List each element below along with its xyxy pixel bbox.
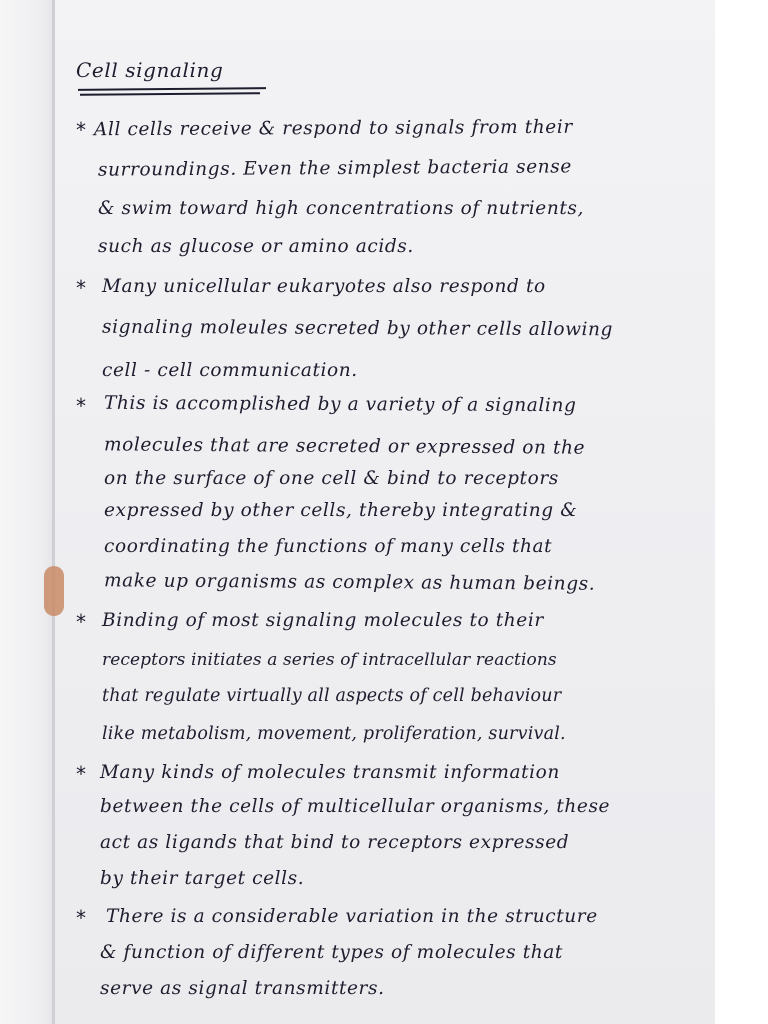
bullet-4-line-4: like metabolism, movement, proliferation, survival.: [102, 724, 566, 744]
bullet-3-line-5: coordinating the functions of many cells that: [104, 536, 553, 557]
bullet-3-line-4: expressed by other cells, thereby integrating &: [104, 500, 578, 521]
bullet-1-line-4: such as glucose or amino acids.: [98, 236, 414, 257]
bullet-marker: *: [76, 610, 86, 634]
bullet-1-line-1: All cells receive & respond to signals from their: [93, 116, 573, 141]
bullet-marker: *: [76, 118, 86, 142]
bullet-6-line-3: serve as signal transmitters.: [100, 978, 385, 999]
bullet-marker: *: [76, 394, 86, 418]
bullet-2-line-2: signaling moleules secreted by other cells allowing: [101, 316, 614, 341]
thumb-tip: [44, 566, 64, 616]
right-margin-background: [715, 0, 768, 1024]
bullet-2-line-1: Many unicellular eukaryotes also respond to: [102, 276, 546, 297]
bullet-3-line-3: on the surface of one cell & bind to receptors: [104, 468, 559, 489]
bullet-6-line-1: There is a considerable variation in the structure: [106, 906, 598, 927]
bullet-marker: *: [76, 906, 86, 930]
bullet-5-line-4: by their target cells.: [100, 868, 305, 889]
bullet-6-line-2: & function of different types of molecules that: [100, 942, 563, 963]
bullet-4-line-1: Binding of most signaling molecules to their: [102, 610, 544, 631]
bullet-4-line-2: receptors initiates a series of intracellular reactions: [102, 650, 557, 670]
bullet-4-line-3: that regulate virtually all aspects of cell behaviour: [102, 686, 562, 706]
bullet-1-line-2: surroundings. Even the simplest bacteria sense: [97, 156, 572, 181]
bullet-5-line-2: between the cells of multicellular organisms, these: [100, 796, 611, 817]
bullet-2-line-3: cell - cell communication.: [102, 360, 358, 381]
page-title: Cell signaling: [76, 58, 224, 82]
bullet-3-line-2: molecules that are secreted or expressed on the: [103, 434, 586, 459]
bullet-5-line-1: Many kinds of molecules transmit information: [100, 762, 560, 783]
bullet-3-line-1: This is accomplished by a variety of a signaling: [103, 392, 577, 417]
bullet-3-line-6: make up organisms as complex as human beings.: [103, 570, 596, 595]
bullet-marker: *: [76, 762, 86, 786]
left-margin-background: [0, 0, 52, 1024]
bullet-5-line-3: act as ligands that bind to receptors expressed: [100, 832, 570, 853]
bullet-marker: *: [76, 276, 86, 300]
bullet-1-line-3: & swim toward high concentrations of nutrients,: [98, 198, 584, 219]
